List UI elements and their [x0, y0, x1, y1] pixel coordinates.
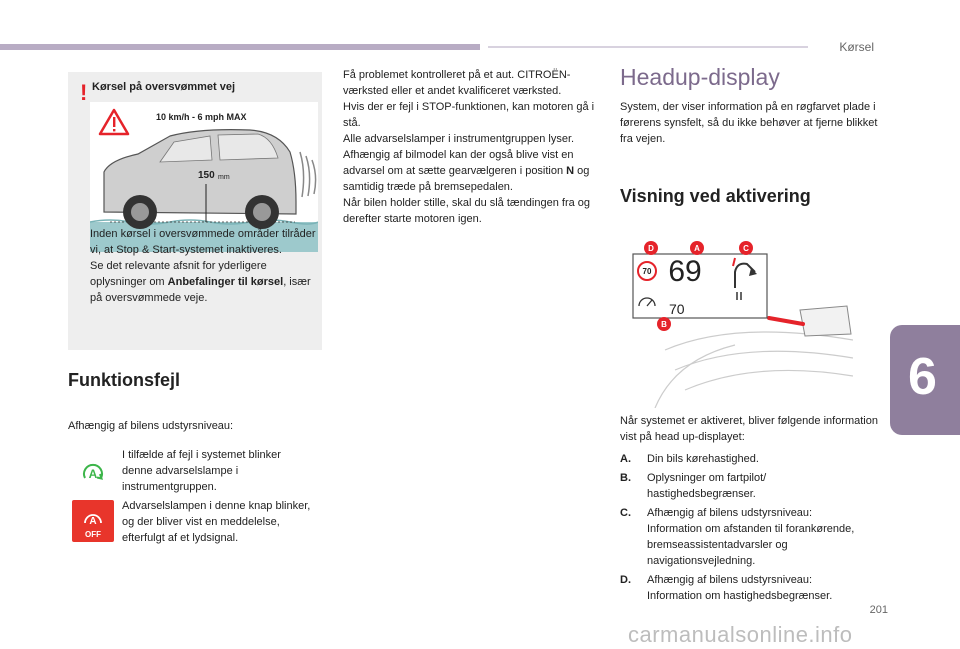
list-text: Din bils kørehastighed.: [647, 453, 759, 465]
warning-text-end: , især på oversvømmede veje.: [90, 276, 311, 304]
list-label: C.: [620, 507, 631, 519]
malfunction-item1: I tilfælde af fejl i systemet blinker denne advarselslampe i instrumentgruppen.: [122, 449, 281, 493]
list-label: A.: [620, 453, 631, 465]
hud-intro: System, der viser information på en røgfarvet plade i førerens synsfelt, så du ikke behøver at fjerne blikket fra vejen.: [620, 101, 878, 145]
list-text: Afhængig af bilens udstyrsniveau: Information om afstanden til forankørende, bremseassistentadvarsler og navigationsvejledning.: [647, 507, 855, 567]
depth-unit: mm: [218, 174, 230, 181]
middle-text-2: Hvis der er fejl i STOP-funktionen, kan motoren gå i stå.: [343, 101, 595, 129]
list-item: [620, 572, 870, 604]
hud-cruise-speed: 70: [669, 301, 685, 317]
middle-text-1: Få problemet kontrolleret på et aut. CITROËN-værksted eller et andet kvalificeret værksted.: [343, 69, 571, 97]
list-item: [620, 505, 870, 569]
malfunction-item2: Advarselslampen i denne knap blinker, og der bliver vist en meddelelse, efterfulgt af et lydsignal.: [122, 500, 311, 544]
warning-text: [90, 226, 316, 306]
marker-b: B: [661, 320, 667, 329]
page-number: 201: [869, 604, 888, 616]
hud-list-intro: Når systemet er aktiveret, bliver følgende information vist på head up-displayet:: [620, 415, 878, 443]
head-up-display-illustration: [615, 240, 853, 408]
chapter-number: 6: [908, 348, 937, 406]
warning-text-line2: Se det relevante afsnit for yderligere oplysninger om: [90, 260, 267, 288]
middle-text-4-bold: N: [566, 165, 575, 177]
warning-text-bold: Anbefalinger til kørsel: [167, 276, 284, 288]
list-item: [620, 470, 870, 502]
watermark: carmanualsonline.info: [628, 622, 853, 647]
middle-column-text: [343, 67, 601, 227]
header-bar: [0, 44, 480, 50]
list-label: D.: [620, 574, 631, 586]
hud-limit-sign: 70: [642, 267, 652, 276]
stop-start-off-button-icon: [72, 500, 114, 542]
depth-value: 150: [198, 170, 215, 181]
warning-exclamation-icon: !: [80, 80, 88, 105]
speed-limit-label: 10 km/h - 6 mph MAX: [156, 112, 247, 122]
marker-d: D: [648, 244, 654, 253]
warning-text-line1: Inden kørsel i oversvømmede områder tilråder vi, at Stop & Start-systemet inaktiveres.: [90, 228, 316, 256]
marker-c: C: [743, 244, 749, 253]
svg-text:A: A: [89, 516, 97, 527]
header-rule: [488, 46, 808, 48]
svg-text:OFF: OFF: [85, 530, 101, 539]
warning-title: Kørsel på oversvømmet vej: [92, 81, 236, 93]
middle-text-4: Afhængig af bilmodel kan der også blive vist en advarsel om at sætte gearvælgeren i position: [343, 149, 574, 177]
hud-speed: 69: [668, 255, 702, 288]
hud-heading: Headup-display: [620, 64, 780, 90]
list-item: [620, 451, 870, 467]
malfunction-heading: Funktionsfejl: [68, 370, 180, 390]
stop-start-warning-icon: [82, 462, 104, 484]
warning-box: [68, 72, 322, 350]
list-label: B.: [620, 472, 631, 484]
hud-info-list: [620, 451, 870, 607]
malfunction-intro: Afhængig af bilens udstyrsniveau:: [68, 420, 234, 432]
list-text: Afhængig af bilens udstyrsniveau: Information om hastighedsbegrænser.: [647, 574, 833, 602]
marker-a: A: [694, 244, 700, 253]
svg-text:A: A: [88, 467, 98, 481]
hud-subheading: Visning ved aktivering: [620, 186, 811, 206]
middle-text-5: Når bilen holder stille, skal du slå tændingen fra og derefter starte motoren igen.: [343, 197, 591, 225]
middle-text-3: Alle advarselslamper i instrumentgruppen lyser.: [343, 133, 575, 145]
middle-text-4-end: og samtidig træde på bremsepedalen.: [343, 165, 590, 193]
list-text: Oplysninger om fartpilot/ hastighedsbegrænser.: [647, 472, 767, 500]
chapter-tab: [890, 325, 960, 435]
chapter-title: Kørsel: [839, 40, 874, 54]
